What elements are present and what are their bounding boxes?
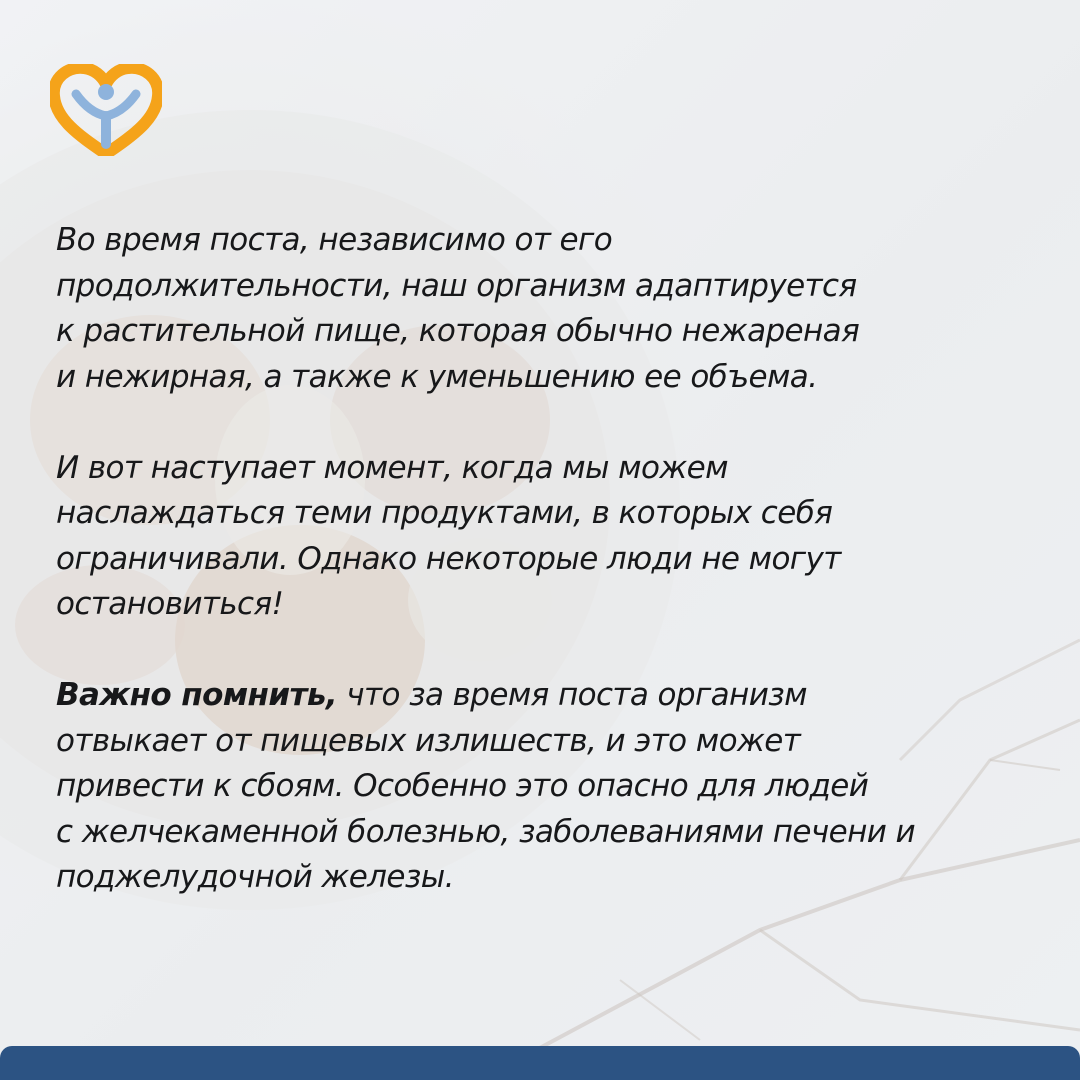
bottom-bar bbox=[0, 1046, 1080, 1080]
article-text bbox=[56, 218, 1036, 901]
paragraph-3-text: что за время поста организм отвыкает от пищевых излишеств, и это может привести к сбоям. Особенно это опасно для людей с желчекаменной болезнью, заболеваниями печени и поджелудочной железы. bbox=[56, 677, 916, 895]
paragraph-1: Во время поста, независимо от его продолжительности, наш организм адаптируется к растительной пище, которая обычно нежареная и нежирная, а также к уменьшению ее объема. bbox=[56, 222, 860, 395]
paragraph-2: И вот наступает момент, когда мы можем наслаждаться теми продуктами, в которых себя ограничивали. Однако некоторые люди не могут остановиться! bbox=[56, 449, 841, 622]
paragraph-3 bbox=[56, 673, 1036, 901]
heart-person-logo-icon bbox=[50, 64, 162, 156]
emphasis-text: Важно помнить, bbox=[56, 677, 338, 713]
